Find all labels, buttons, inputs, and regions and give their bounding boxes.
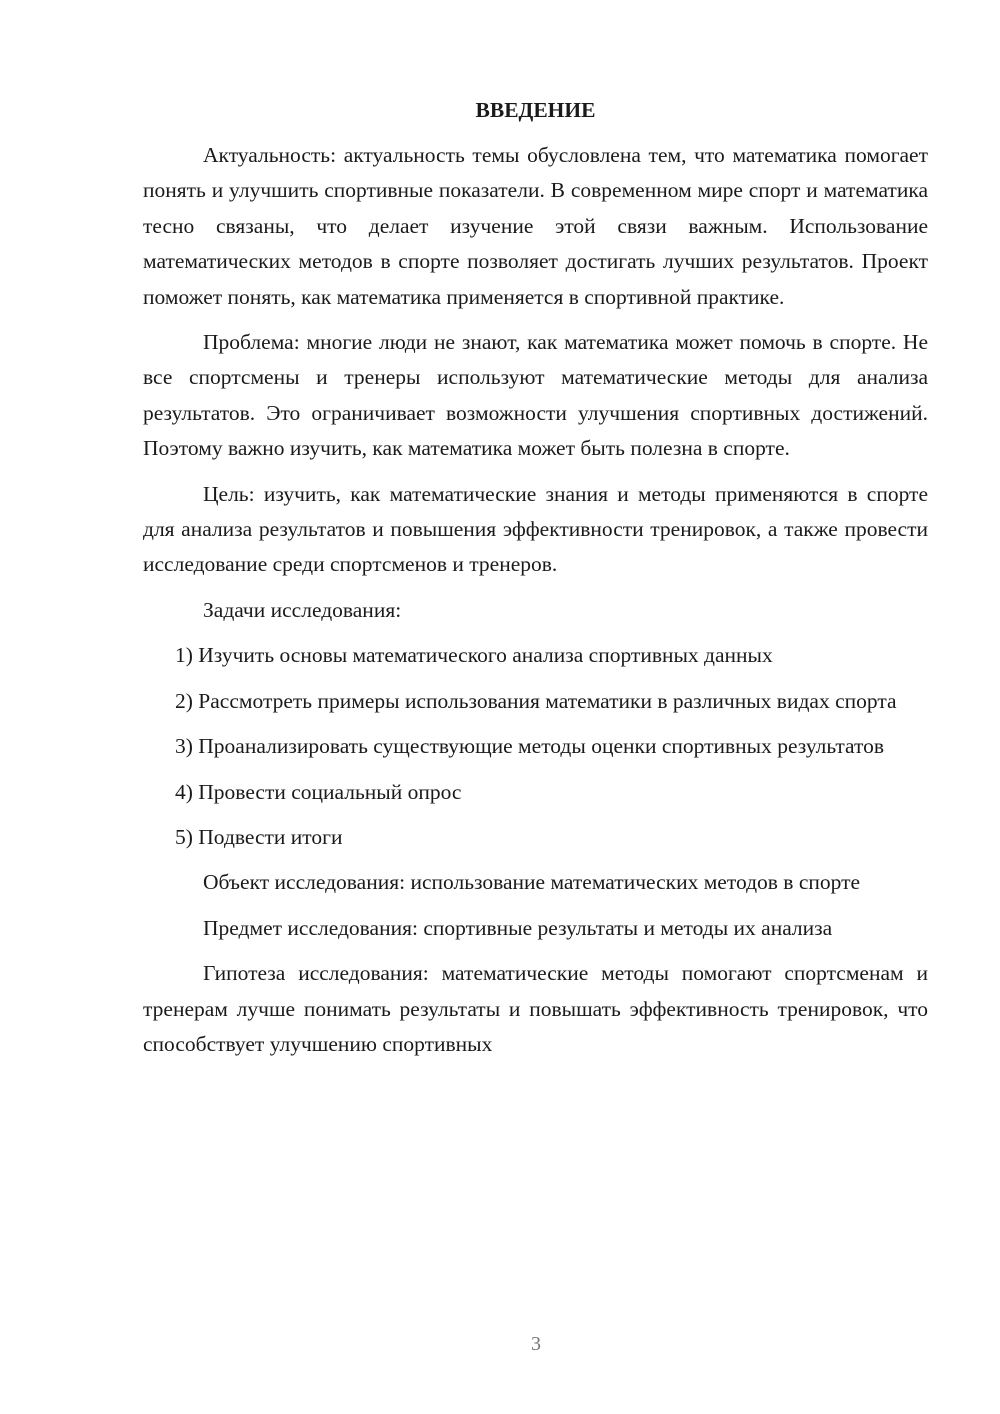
task-item-3: 3) Проанализировать существующие методы оценки спортивных результатов [175, 734, 884, 759]
subject-paragraph: Предмет исследования: спортивные результаты и методы их анализа [203, 915, 833, 940]
hypothesis-paragraph: Гипотеза исследования: математические методы помогают спортсменам и тренерам лучше понимать результаты и повышать эффективность тренировок, что способствует улучшению спортивных [143, 961, 928, 1056]
page-number: 3 [531, 1333, 541, 1355]
task-item-4: 4) Провести социальный опрос [175, 779, 462, 804]
relevance-paragraph: Актуальность: актуальность темы обусловлена тем, что математика помогает понять и улучшить спортивные показатели. В современном мире спорт и математика тесно связаны, что делает изучение этой связи важным. Использование математических методов в спорте позволяет достигать лучших результатов. Проект поможет понять, как математика применяется в спортивной практике. [143, 143, 928, 309]
tasks-heading: Задачи исследования: [203, 597, 402, 622]
problem-paragraph: Проблема: многие люди не знают, как математика может помочь в спорте. Не все спортсмены и тренеры используют математические методы для анализа результатов. Это ограничивает возможности улучшения спортивных достижений. Поэтому важно изучить, как математика может быть полезна в спорте. [143, 330, 928, 461]
task-item-1: 1) Изучить основы математического анализа спортивных данных [175, 643, 773, 668]
document-page [143, 94, 928, 1072]
goal-paragraph: Цель: изучить, как математические знания и методы применяются в спорте для анализа результатов и повышения эффективности тренировок, а также провести исследование среди спортсменов и тренеров. [143, 481, 928, 577]
section-title: ВВЕДЕНИЕ [475, 98, 596, 122]
task-item-2: 2) Рассмотреть примеры использования математики в различных видах спорта [175, 688, 897, 713]
task-item-5: 5) Подвести итоги [175, 824, 343, 849]
object-paragraph: Объект исследования: использование математических методов в спорте [203, 870, 861, 895]
